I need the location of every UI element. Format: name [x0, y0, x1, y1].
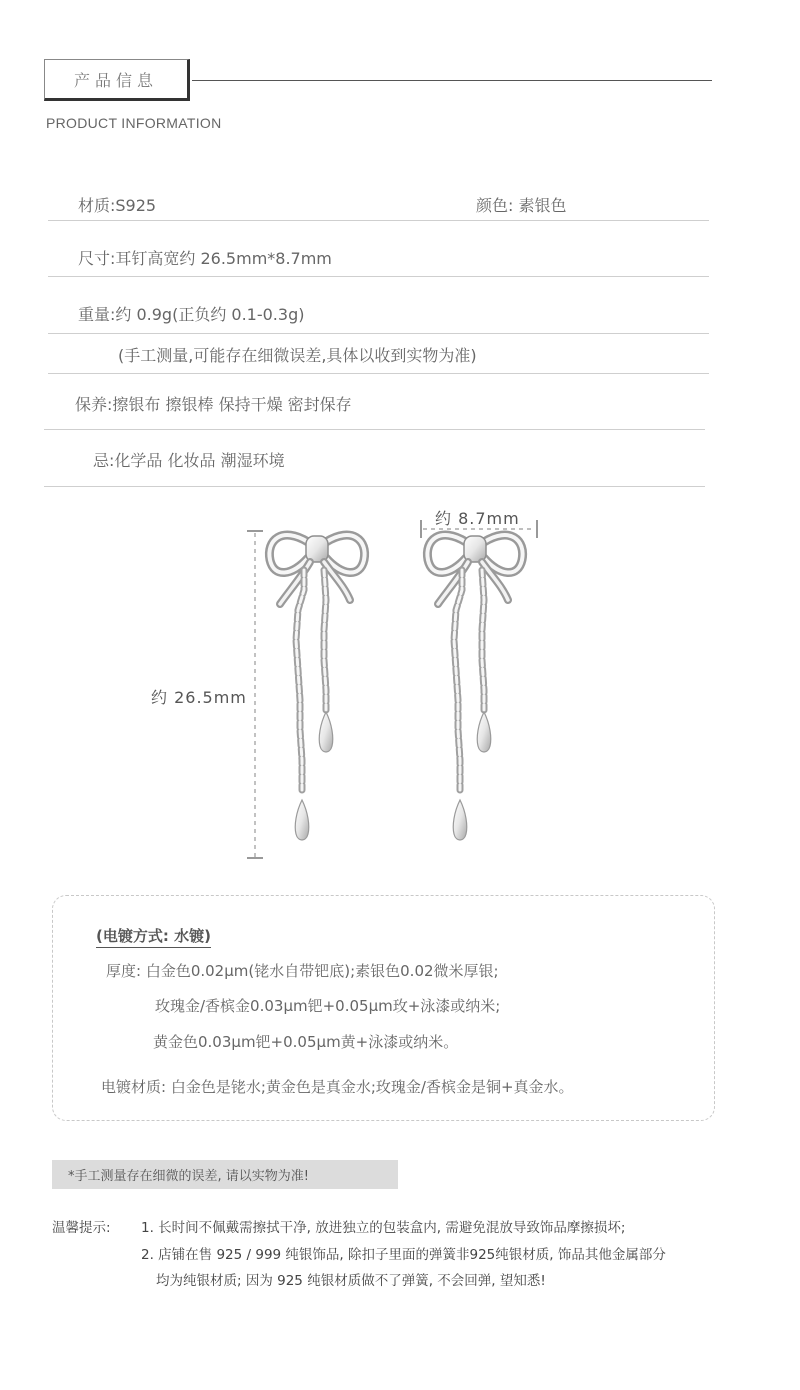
- tips-label: 温馨提示:: [52, 1220, 111, 1236]
- divider: [44, 429, 705, 430]
- spec-weight-note: (手工测量,可能存在细微误差,具体以收到实物为准): [118, 346, 477, 365]
- section-subtitle: PRODUCT INFORMATION: [46, 115, 222, 131]
- width-dimension-label: 约 8.7mm: [435, 509, 520, 528]
- divider: [48, 373, 709, 374]
- spec-weight: 重量:约 0.9g(正负约 0.1-0.3g): [78, 305, 305, 324]
- measurement-note: *手工测量存在细微的误差, 请以实物为准!: [68, 1169, 309, 1184]
- tip-line-1: 1. 长时间不佩戴需擦拭干净, 放进独立的包装盒内, 需避免混放导致饰品摩擦损坏;: [141, 1220, 626, 1236]
- plating-title: (电镀方式: 水镀): [96, 925, 211, 948]
- plating-thickness-line-3: 黄金色0.03μm钯+0.05μm黄+泳漆或纳米。: [153, 1033, 459, 1051]
- divider: [48, 220, 709, 221]
- spec-color: 颜色: 素银色: [476, 196, 567, 215]
- product-image: [0, 496, 800, 876]
- spec-material: 材质:S925: [78, 196, 157, 215]
- section-title: 产品信息: [73, 70, 158, 90]
- spec-size: 尺寸:耳钉高宽约 26.5mm*8.7mm: [78, 249, 332, 268]
- spec-care: 保养:擦银布 擦银棒 保持干燥 密封保存: [75, 395, 352, 414]
- plating-thickness-line-1: 厚度: 白金色0.02μm(铑水自带钯底);素银色0.02微米厚银;: [106, 962, 499, 980]
- divider: [48, 333, 709, 334]
- plating-material: 电镀材质: 白金色是铑水;黄金色是真金水;玫瑰金/香槟金是铜+真金水。: [101, 1078, 574, 1096]
- tip-line-3: 均为纯银材质; 因为 925 纯银材质做不了弹簧, 不会回弹, 望知悉!: [156, 1273, 546, 1289]
- divider: [44, 486, 705, 487]
- measurement-note-bar: [52, 1160, 398, 1189]
- section-title-box: [44, 59, 190, 101]
- header-divider: [192, 80, 712, 81]
- plating-thickness-line-2: 玫瑰金/香槟金0.03μm钯+0.05μm玫+泳漆或纳米;: [155, 997, 501, 1015]
- height-dimension-label: 约 26.5mm: [151, 688, 247, 707]
- divider: [48, 276, 709, 277]
- spec-avoid: 忌:化学品 化妆品 潮湿环境: [93, 451, 285, 470]
- tip-line-2: 2. 店铺在售 925 / 999 纯银饰品, 除扣子里面的弹簧非925纯银材质, 饰品其他金属部分: [141, 1247, 666, 1263]
